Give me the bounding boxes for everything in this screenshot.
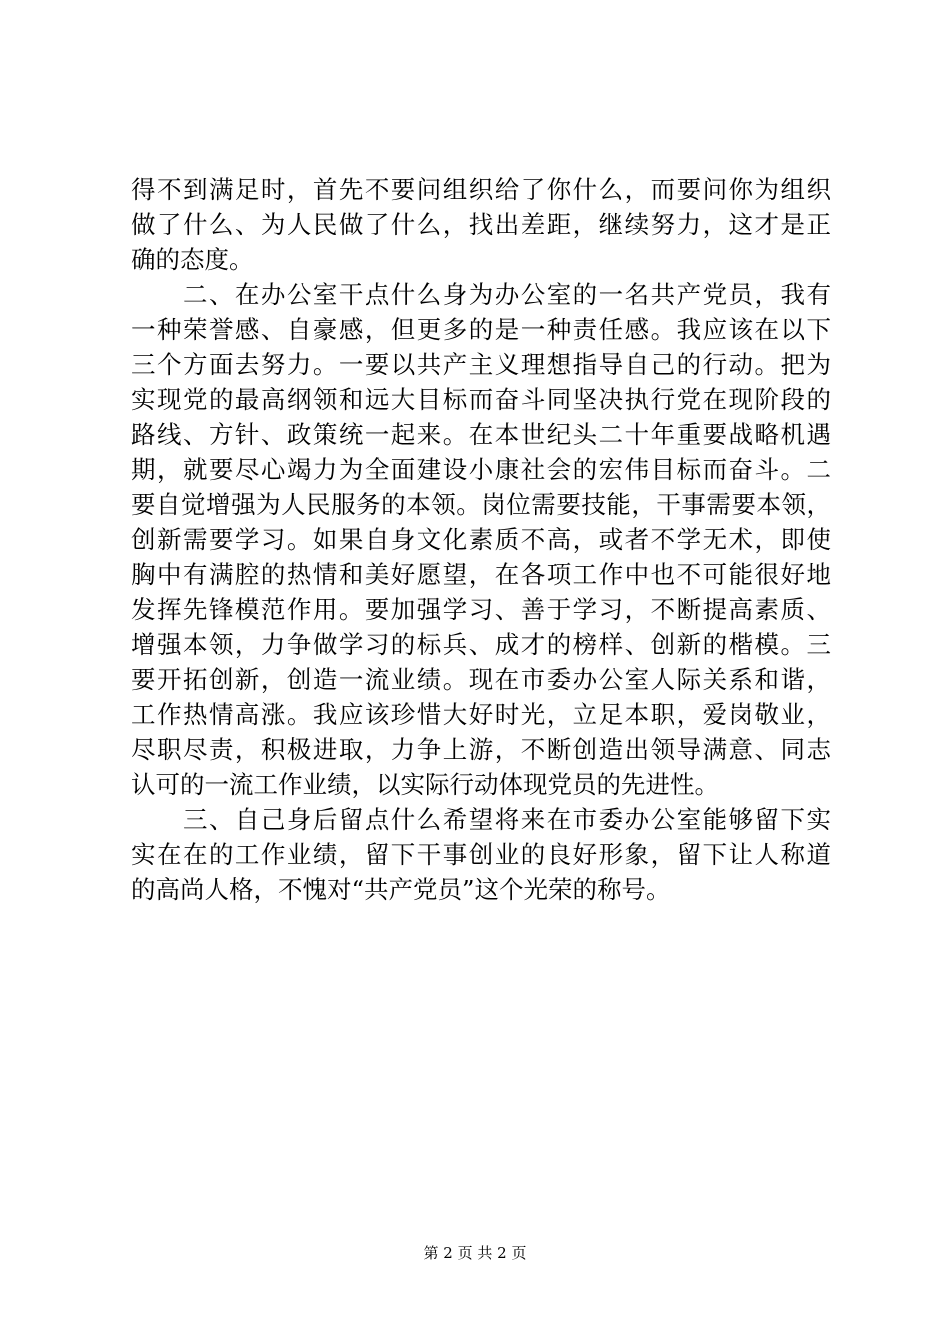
text-line: 三、自己身后留点什么希望将来在市委办公室能够留下实 [131, 805, 831, 834]
text-line: 期，就要尽心竭力为全面建设小康社会的宏伟目标而奋斗。二 [131, 455, 831, 484]
page-number-footer: 第 2 页 共 2 页 [423, 1244, 527, 1262]
body-text [131, 172, 831, 907]
text-line: 二、在办公室干点什么身为办公室的一名共产党员，我有 [131, 280, 831, 309]
text-line: 实在在的工作业绩，留下干事创业的良好形象，留下让人称道 [131, 840, 831, 869]
text-line: 尽职尽责，积极进取，力争上游，不断创造出领导满意、同志 [131, 735, 831, 764]
text-line: 路线、方针、政策统一起来。在本世纪头二十年重要战略机遇 [131, 420, 831, 449]
text-line: 要自觉增强为人民服务的本领。岗位需要技能，干事需要本领， [131, 490, 831, 519]
text-line: 增强本领，力争做学习的标兵、成才的榜样、创新的楷模。三 [131, 630, 831, 659]
text-line: 实现党的最高纲领和远大目标而奋斗同坚决执行党在现阶段的 [131, 385, 831, 414]
text-line: 的高尚人格，不愧对“共产党员”这个光荣的称号。 [131, 875, 671, 904]
text-line: 得不到满足时，首先不要问组织给了你什么，而要问你为组织 [131, 175, 831, 204]
text-line: 认可的一流工作业绩，以实际行动体现党员的先进性。 [131, 770, 719, 799]
text-line: 确的态度。 [131, 245, 254, 274]
text-line: 胸中有满腔的热情和美好愿望，在各项工作中也不可能很好地 [131, 560, 831, 589]
text-line: 一种荣誉感、自豪感，但更多的是一种责任感。我应该在以下 [131, 315, 831, 344]
text-line: 发挥先锋模范作用。要加强学习、善于学习，不断提高素质、 [131, 595, 831, 624]
text-line: 创新需要学习。如果自身文化素质不高，或者不学无术，即使 [131, 525, 831, 554]
text-line: 三个方面去努力。一要以共产主义理想指导自己的行动。把为 [131, 350, 831, 379]
text-line: 做了什么、为人民做了什么，找出差距，继续努力，这才是正 [131, 210, 831, 239]
text-line: 要开拓创新，创造一流业绩。现在市委办公室人际关系和谐， [131, 665, 831, 694]
text-line: 工作热情高涨。我应该珍惜大好时光，立足本职，爱岗敬业， [131, 700, 831, 729]
